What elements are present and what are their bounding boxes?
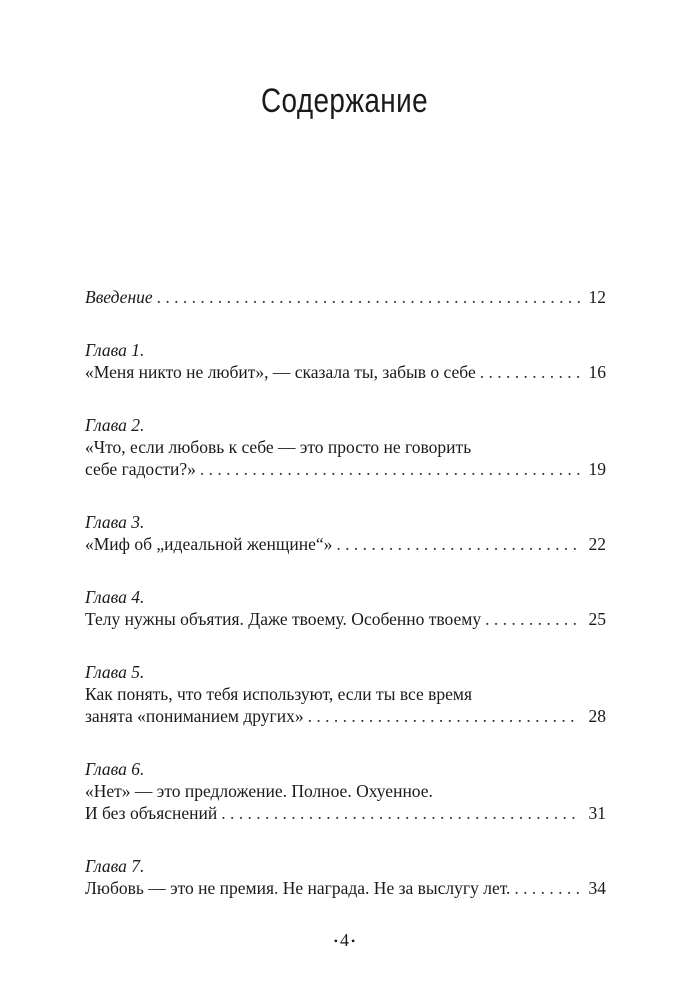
toc-page-number: 31 [588,803,606,823]
page-number: 4 [340,930,349,950]
chapter-title: Любовь — это не премия. Не награда. Не за выслугу лет. [85,878,511,898]
chapter-label: Глава 7. [85,856,145,876]
toc-page-number: 34 [588,878,606,898]
chapter-title: Телу нужны объятия. Даже твоему. Особенно твоему [85,609,482,629]
chapter-title: себе гадости?» [85,459,196,479]
toc-entry-chapter-2[interactable] [85,414,606,480]
chapter-label: Глава 1. [85,340,145,360]
toc-entry-chapter-3[interactable] [85,511,606,555]
toc-entry-line [85,608,606,630]
chapter-label: Глава 5. [85,662,145,682]
dot-leader [157,286,580,308]
chapter-title: «Миф об „идеальной женщине“» [85,534,333,554]
toc-entry-chapter-4[interactable] [85,586,606,630]
chapter-title-line: «Что, если любовь к себе — это просто не говорить [85,437,472,457]
toc-entry-line [85,802,606,824]
dot-leader [336,533,580,555]
toc-page-number: 16 [588,362,606,382]
toc-entry-line [85,705,606,727]
toc-entry-line [85,286,606,308]
toc-page-number: 28 [588,706,606,726]
dot-leader [514,877,580,899]
toc-entry-chapter-1[interactable] [85,339,606,383]
toc-entry-line [85,458,606,480]
table-of-contents [85,286,606,899]
bullet-left: • [333,934,338,949]
page-number-footer [0,930,689,951]
dot-leader [200,458,580,480]
chapter-label: Глава 4. [85,587,145,607]
chapter-title-line: Как понять, что тебя используют, если ты все время [85,684,473,704]
toc-entry-chapter-7[interactable] [85,855,606,899]
dot-leader [480,361,580,383]
chapter-title: занята «пониманием других» [85,706,304,726]
toc-entry-intro[interactable] [85,286,606,308]
toc-page-number: 22 [588,534,606,554]
dot-leader [485,608,580,630]
dot-leader [221,802,580,824]
toc-page-number: 25 [588,609,606,629]
bullet-right: • [351,934,356,949]
toc-entry-title: Введение [85,287,153,307]
toc-entry-line [85,361,606,383]
chapter-label: Глава 6. [85,759,145,779]
chapter-title: И без объяснений [85,803,218,823]
chapter-label: Глава 2. [85,415,145,435]
page-title: Содержание [260,82,429,120]
toc-entry-chapter-5[interactable] [85,661,606,727]
chapter-title: «Меня никто не любит», — сказала ты, забыв о себе [85,362,476,382]
toc-entry-line [85,533,606,555]
toc-entry-chapter-6[interactable] [85,758,606,824]
dot-leader [308,705,580,727]
chapter-label: Глава 3. [85,512,145,532]
chapter-title-line: «Нет» — это предложение. Полное. Охуенное. [85,781,433,801]
toc-entry-line [85,877,606,899]
toc-page-number: 12 [588,287,606,307]
toc-page-number: 19 [588,459,606,479]
